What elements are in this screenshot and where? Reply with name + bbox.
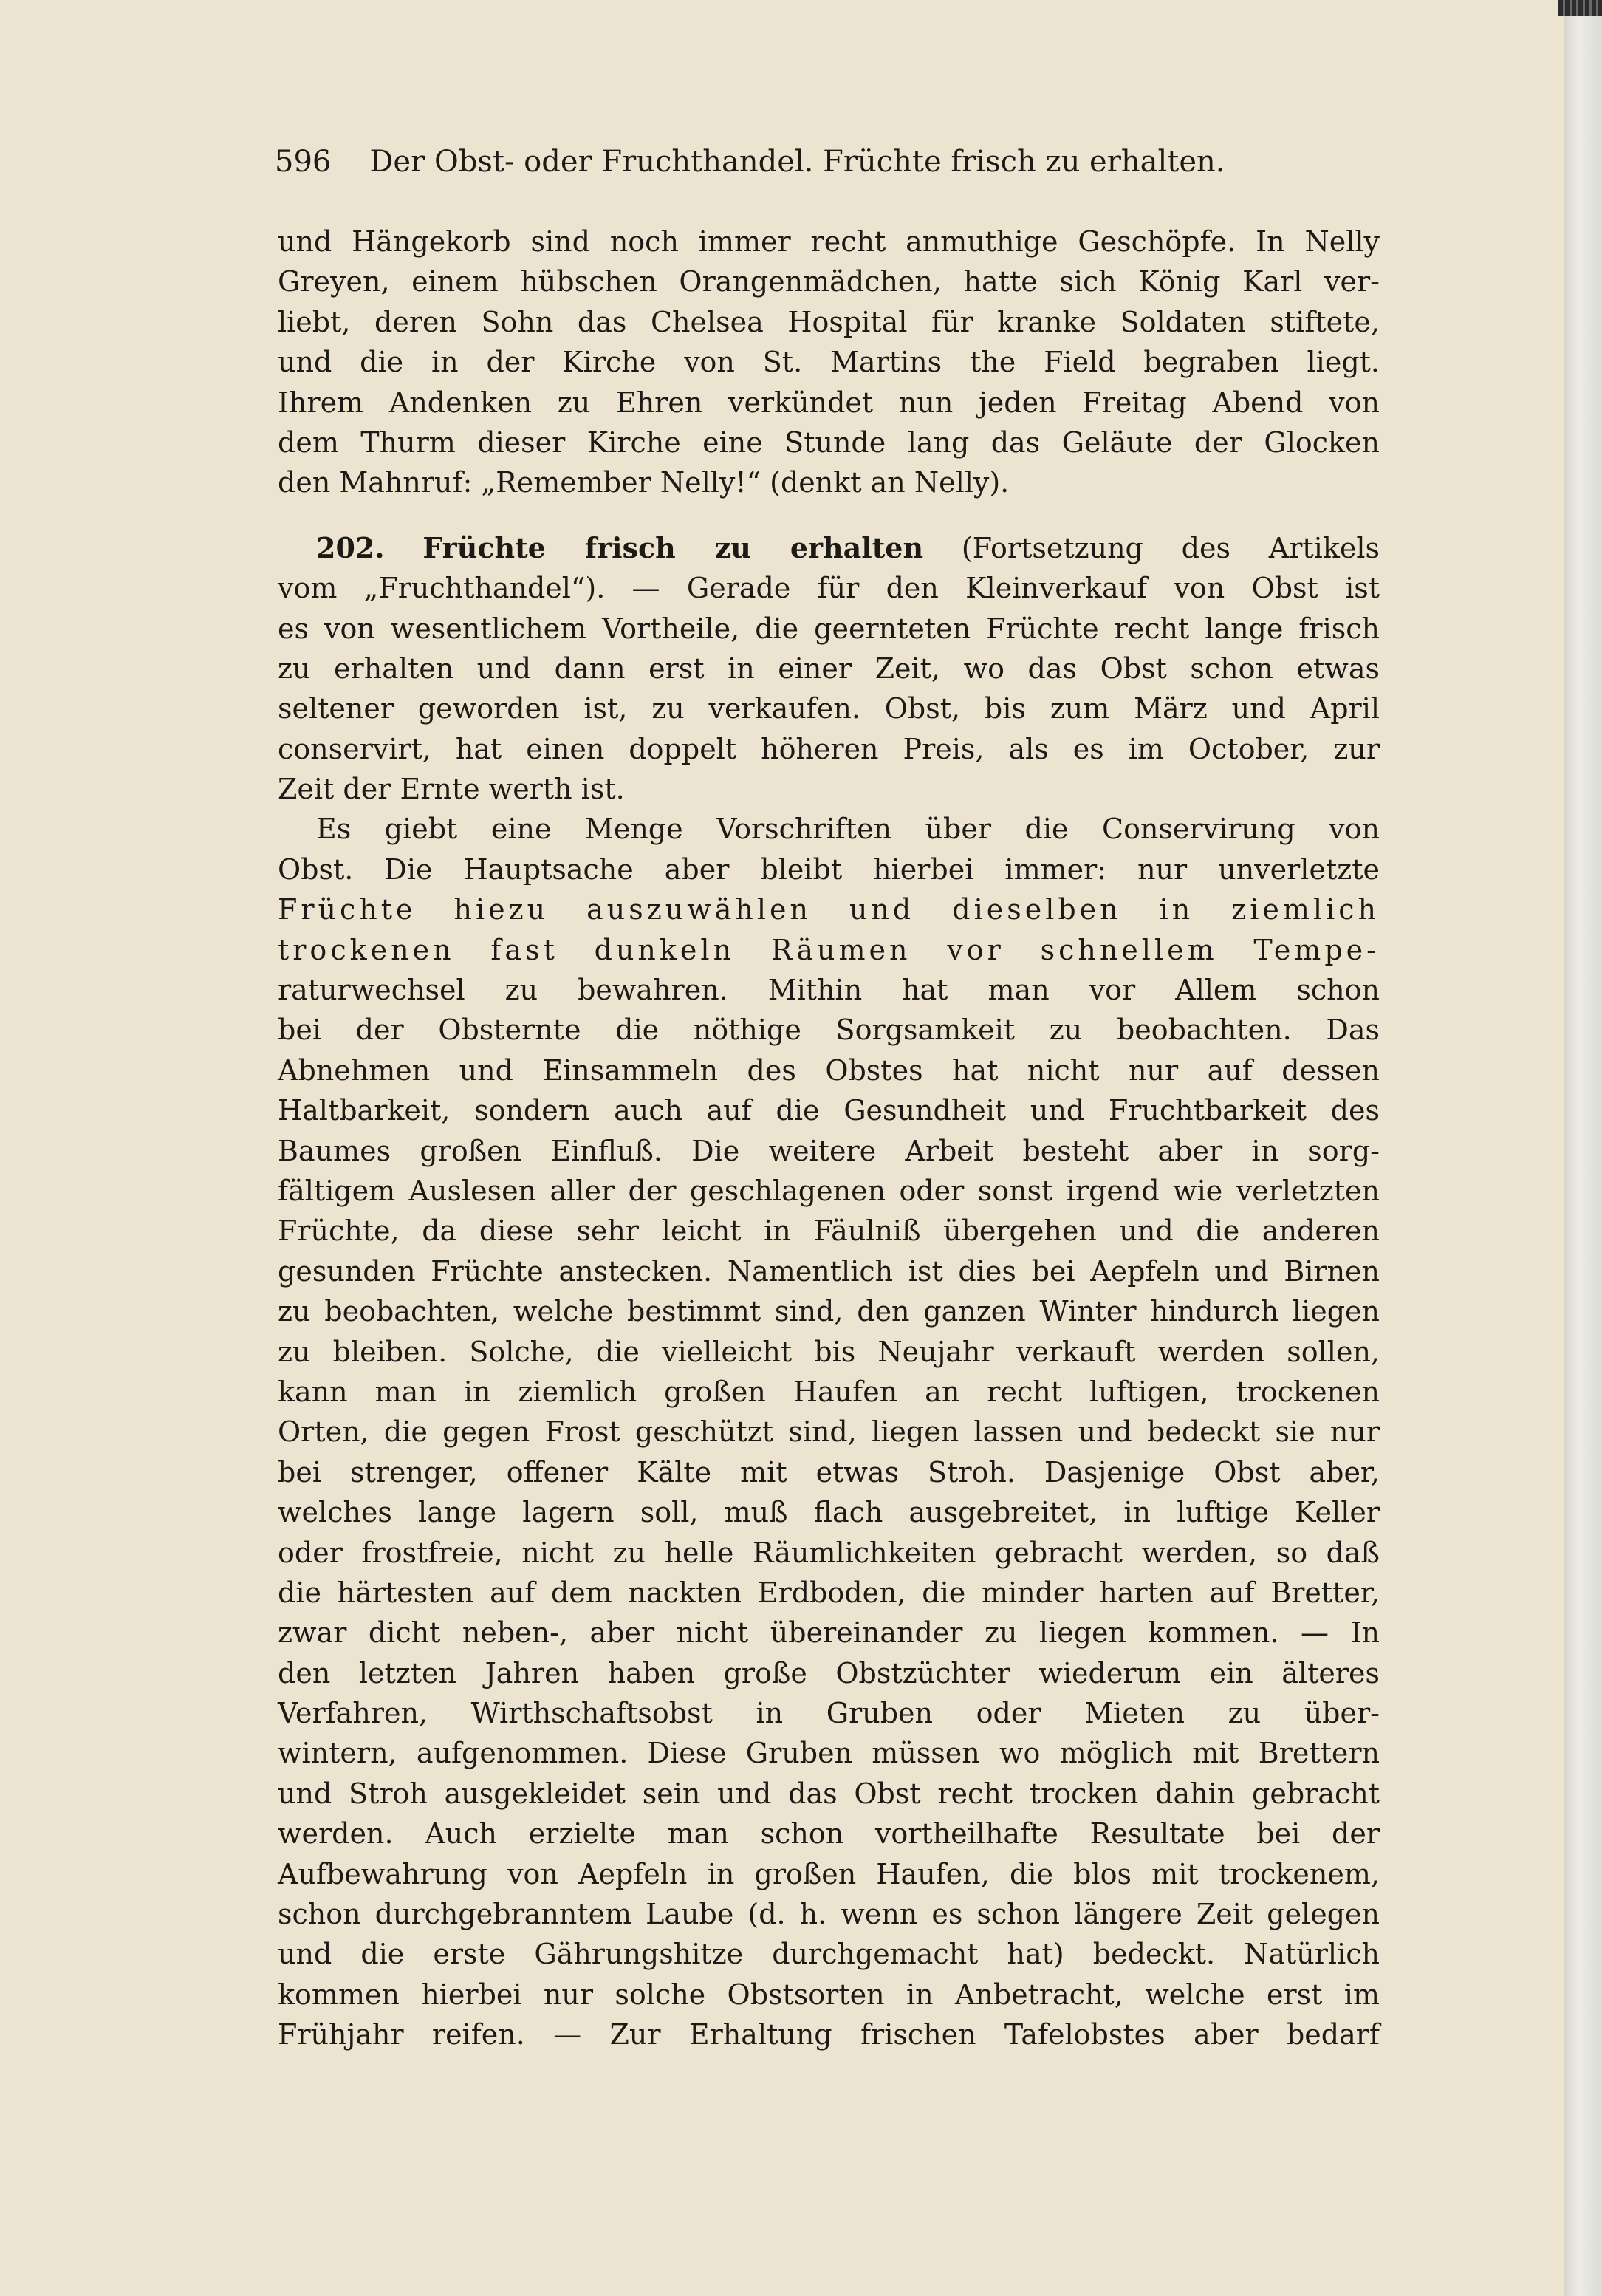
text-line: den letzten Jahren haben große Obstzüchter wiederum ein älteres: [278, 1656, 1380, 1689]
text-line: bei strenger, offener Kälte mit etwas Stroh. Dasjenige Obst aber,: [278, 1455, 1380, 1489]
text-line: gesunden Früchte anstecken. Namentlich ist dies bei Aepfeln und Birnen: [278, 1254, 1380, 1288]
scan-edge: [1564, 0, 1602, 2296]
text-line: conservirt, hat einen doppelt höheren Preis, als es im October, zur: [278, 732, 1380, 765]
text-line: Orten, die gegen Frost geschützt sind, liegen lassen und bedeckt sie nur: [278, 1415, 1380, 1449]
text-line: oder frostfreie, nicht zu helle Räumlichkeiten gebracht werden, so daß: [278, 1536, 1380, 1569]
text-line: Greyen, einem hübschen Orangenmädchen, hatte sich König Karl ver-: [278, 265, 1380, 298]
running-header: [275, 145, 1390, 179]
text-line: Frühjahr reifen. — Zur Erhaltung frischen Tafelobstes aber bedarf: [278, 2018, 1380, 2051]
text-line: raturwechsel zu bewahren. Mithin hat man vor Allem schon: [278, 974, 1380, 1007]
text-line: zu beobachten, welche bestimmt sind, den ganzen Winter hindurch liegen: [278, 1295, 1380, 1328]
text-line: bei der Obsternte die nöthige Sorgsamkeit zu beobachten. Das: [278, 1014, 1380, 1047]
text-line: vom „Fruchthandel“). — Gerade für den Kleinverkauf von Obst ist: [278, 572, 1380, 605]
text-line: Früchte hiezu auszuwählen und dieselben in ziemlich: [278, 893, 1380, 926]
text-line: Es giebt eine Menge Vorschriften über die Conservirung von: [316, 813, 1380, 846]
running-title: Der Obst- oder Fruchthandel. Früchte frisch zu erhalten.: [369, 145, 1225, 179]
text-line: Abnehmen und Einsammeln des Obstes hat nicht nur auf dessen: [278, 1053, 1380, 1087]
text-line: seltener geworden ist, zu verkaufen. Obst, bis zum März und April: [278, 692, 1380, 725]
text-line: werden. Auch erzielte man schon vortheilhafte Resultate bei der: [278, 1817, 1380, 1851]
section-title: Früchte frisch zu erhalten: [422, 530, 924, 564]
text-line: den Mahnruf: „Remember Nelly!“ (denkt an Nelly).: [278, 466, 1010, 499]
text-line: trockenen fast dunkeln Räumen vor schnellem Tempe-: [278, 933, 1380, 966]
text-line: Obst. Die Hauptsache aber bleibt hierbei immer: nur unverletzte: [278, 853, 1380, 886]
section-gap: [278, 503, 1380, 528]
text-line: kommen hierbei nur solche Obstsorten in Anbetracht, welche erst im: [278, 1978, 1380, 2011]
text-line: dem Thurm dieser Kirche eine Stunde lang das Geläute der Glocken: [278, 426, 1380, 459]
text-line: Zeit der Ernte werth ist.: [278, 773, 625, 806]
text-line: und die erste Gährungshitze durchgemacht hat) bedeckt. Natürlich: [278, 1938, 1380, 1971]
text-line: Ihrem Andenken zu Ehren verkündet nun jeden Freitag Abend von: [278, 386, 1380, 419]
page-body: [278, 222, 1380, 2055]
text-line: und Hängekorb sind noch immer recht anmuthige Geschöpfe. In Nelly: [278, 225, 1380, 258]
section-heading-rest: (Fortsetzung des Artikels: [961, 531, 1380, 564]
text-line: schon durchgebranntem Laube (d. h. wenn es schon längere Zeit gelegen: [278, 1898, 1380, 1931]
text-line: Verfahren, Wirthschaftsobst in Gruben oder Mieten zu über-: [278, 1697, 1380, 1730]
text-line: kann man in ziemlich großen Haufen an recht luftigen, trockenen: [278, 1375, 1380, 1408]
text-line: zu bleiben. Solche, die vielleicht bis Neujahr verkauft werden sollen,: [278, 1335, 1380, 1368]
text-line: welches lange lagern soll, muß flach ausgebreitet, in luftige Keller: [278, 1496, 1380, 1529]
text-line: fältigem Auslesen aller der geschlagenen oder sonst irgend wie verletzten: [278, 1174, 1380, 1207]
text-line: Haltbarkeit, sondern auch auf die Gesundheit und Fruchtbarkeit des: [278, 1094, 1380, 1127]
text-line: zu erhalten und dann erst in einer Zeit, wo das Obst schon etwas: [278, 652, 1380, 685]
text-line: liebt, deren Sohn das Chelsea Hospital für kranke Soldaten stiftete,: [278, 305, 1380, 338]
text-line: und Stroh ausgekleidet sein und das Obst recht trocken dahin gebracht: [278, 1777, 1380, 1810]
text-line: zwar dicht neben-, aber nicht übereinander zu liegen kommen. — In: [278, 1616, 1380, 1650]
text-line: es von wesentlichem Vortheile, die geernteten Früchte recht lange frisch: [278, 612, 1380, 645]
text-line: wintern, aufgenommen. Diese Gruben müssen wo möglich mit Brettern: [278, 1737, 1380, 1770]
section-number: 202.: [316, 530, 385, 564]
text-line: und die in der Kirche von St. Martins the Field begraben liegt.: [278, 346, 1380, 379]
text-line: Aufbewahrung von Aepfeln in großen Haufen, die blos mit trockenem,: [278, 1857, 1380, 1890]
section-heading-line: [278, 528, 1380, 568]
text-line: Früchte, da diese sehr leicht in Fäulniß übergehen und die anderen: [278, 1214, 1380, 1248]
page-number: 596: [275, 145, 332, 179]
scan-edge-mark: [1558, 0, 1602, 16]
text-line: die härtesten auf dem nackten Erdboden, die minder harten auf Bretter,: [278, 1576, 1380, 1609]
text-line: Baumes großen Einfluß. Die weitere Arbeit besteht aber in sorg-: [278, 1134, 1380, 1167]
